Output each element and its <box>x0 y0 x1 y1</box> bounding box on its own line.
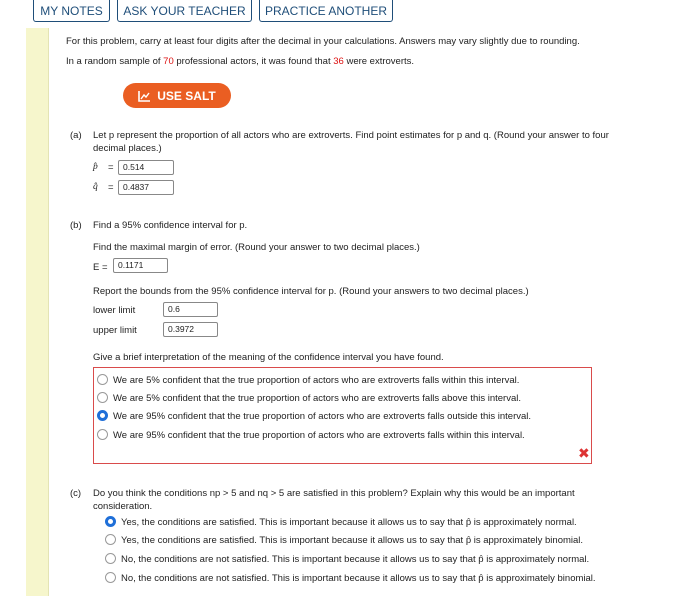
cond-option-2-radio[interactable] <box>105 534 116 545</box>
cond-option-3-radio[interactable] <box>105 553 116 564</box>
cond-option-3-text[interactable]: No, the conditions are not satisfied. This is important because it allows us to say that p̂ is approximately normal. <box>121 554 590 565</box>
interp-option-1-text[interactable]: We are 5% confident that the true proportion of actors who are extroverts falls within this interval. <box>113 375 520 386</box>
interpretation-prompt: Give a brief interpretation of the meaning of the confidence interval you have found. <box>93 352 444 363</box>
interp-option-4-radio[interactable] <box>97 429 108 440</box>
p-hat-symbol: p̂ <box>93 162 98 172</box>
q-hat-equals: = <box>108 182 114 193</box>
upper-limit-input[interactable]: 0.3972 <box>163 322 218 337</box>
cond-option-2-text[interactable]: Yes, the conditions are satisfied. This is important because it allows us to say that p̂ is approximately binomial. <box>121 535 584 546</box>
sample-count: 36 <box>333 56 344 67</box>
use-salt-button[interactable] <box>123 83 231 108</box>
cond-option-1-text[interactable]: Yes, the conditions are satisfied. This is important because it allows us to say that p̂ is approximately normal. <box>121 517 577 528</box>
p-hat-input[interactable]: 0.514 <box>118 160 174 175</box>
interp-option-1-radio[interactable] <box>97 374 108 385</box>
sample-description: In a random sample of 70 professional actors, it was found that 36 were extroverts. <box>66 56 415 67</box>
E-label: E = <box>93 262 108 273</box>
q-hat-input[interactable]: 0.4837 <box>118 180 174 195</box>
use-salt-label: USE SALT <box>157 88 216 103</box>
part-c-question-line2: consideration. <box>93 501 153 512</box>
interp-option-4-text[interactable]: We are 95% confident that the true proportion of actors who are extroverts falls within this interval. <box>113 430 525 441</box>
p-hat-equals: = <box>108 162 114 173</box>
q-hat-symbol: q̂ <box>93 182 98 192</box>
part-b-question: Find a 95% confidence interval for p. <box>93 220 248 231</box>
part-c-label: (c) <box>70 488 82 499</box>
cond-option-1-radio[interactable] <box>105 516 116 527</box>
sample-size: 70 <box>163 56 174 67</box>
incorrect-icon: ✖ <box>578 445 590 461</box>
margin-of-error-input[interactable]: 0.1171 <box>113 258 168 273</box>
question-sidebar <box>26 28 48 596</box>
part-c-question-line1: Do you think the conditions np > 5 and nq > 5 are satisfied in this problem? Explain why this would be an important <box>93 488 575 499</box>
part-a-question-line1: Let p represent the proportion of all actors who are extroverts. Find point estimates for p and q. (Round your answer to four <box>93 130 609 141</box>
interp-option-3-text[interactable]: We are 95% confident that the true proportion of actors who are extroverts falls outside this interval. <box>113 411 532 422</box>
part-a-question-line2: decimal places.) <box>93 143 162 154</box>
instructions-text: For this problem, carry at least four digits after the decimal in your calculations. Answers may vary slightly due to rounding. <box>66 36 580 47</box>
cond-option-4-text[interactable]: No, the conditions are not satisfied. This is important because it allows us to say that p̂ is approximately binomial. <box>121 573 596 584</box>
bounds-prompt: Report the bounds from the 95% confidence interval for p. (Round your answers to two decimal places.) <box>93 286 529 297</box>
ask-teacher-button[interactable]: ASK YOUR TEACHER <box>117 0 252 22</box>
salt-chart-icon <box>138 90 151 102</box>
part-b-label: (b) <box>70 220 82 231</box>
part-a-label: (a) <box>70 130 82 141</box>
interp-option-2-radio[interactable] <box>97 392 108 403</box>
interp-option-2-text[interactable]: We are 5% confident that the true proportion of actors who are extroverts falls above this interval. <box>113 393 522 404</box>
upper-limit-label: upper limit <box>93 325 137 336</box>
margin-prompt: Find the maximal margin of error. (Round your answer to two decimal places.) <box>93 242 420 253</box>
interp-option-3-radio[interactable] <box>97 410 108 421</box>
lower-limit-label: lower limit <box>93 305 136 316</box>
my-notes-button[interactable]: MY NOTES <box>33 0 110 22</box>
sidebar-divider <box>48 28 49 596</box>
lower-limit-input[interactable]: 0.6 <box>163 302 218 317</box>
practice-another-button[interactable]: PRACTICE ANOTHER <box>259 0 393 22</box>
cond-option-4-radio[interactable] <box>105 572 116 583</box>
